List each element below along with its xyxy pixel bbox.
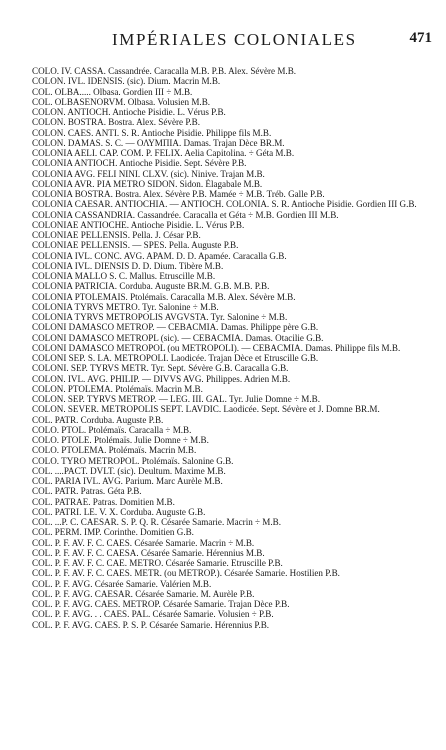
- legend-entry: COL. OLBASENORVM. Olbasa. Volusien M.B.: [32, 96, 211, 107]
- legend-entry: COLONIA BOSTRA. Bostra. Alex. Sévère P.B. Mamée ÷ M.B. Tréb. Galle P.B.: [32, 189, 325, 199]
- legend-entry: COLONIA TYRVS METROPOLIS AVGVSTA. Tyr. Salonine ÷ M.B.: [32, 312, 288, 322]
- legend-entry: COL. PATRI. LE. V. X. Corduba. Auguste G.B.: [32, 506, 206, 517]
- legend-entry: COLONI SEP. S. LA. METROPOLI. Laodicée. Trajan Dèce et Etruscille G.B.: [32, 353, 319, 363]
- legend-entry: COLO. PTOLE. Ptolémaïs. Julie Domne ÷ M.B.: [32, 435, 209, 445]
- legend-entry: COL. P. F. AVG. Césarée Samarie. Valérien M.B.: [32, 578, 212, 589]
- legend-entry: COLONIA IVL. DIENSIS D. D. Dium. Tibère M.B.: [32, 260, 224, 271]
- legend-entry: COLONIA CASSANDRIA. Cassandrée. Caracalla et Géta ÷ M.B. Gordien III M.B.: [32, 209, 339, 220]
- legend-entry: COLON. IVL. IDENSIS. (sic). Dium. Macrin M.B.: [32, 76, 221, 87]
- legend-entry: COL. PATR. Patras. Géta P.B.: [32, 486, 142, 497]
- legend-entry: COLON. CAES. ANTI. S. R. Antioche Pisidie. Philippe fils M.B.: [32, 127, 272, 138]
- legend-entry: COLON. DAMAS. S. C. — ΟΛΥΜΠΙΑ. Damas. Trajan Dèce BR.M.: [32, 137, 285, 148]
- legend-entry: COL. PATR. Corduba. Auguste P.B.: [32, 414, 164, 425]
- legend-entry: COLONIAE PELLENSIS. Pella. J. César P.B.: [32, 230, 201, 240]
- legend-entry: COLONI. SEP. TYRVS METR. Tyr. Sept. Sévère G.B. Caracalla G.B.: [32, 363, 289, 374]
- running-title: IMPÉRIALES COLONIALES: [112, 30, 357, 49]
- legend-entry: COL. PARIA IVL. AVG. Parium. Marc Aurèle M.B.: [32, 476, 223, 486]
- legend-entry: COL. P. F. AVG. . . CAES. PAL. Césarée Samarie. Volusien ÷ P.B.: [32, 609, 274, 620]
- legend-entry: COLONIA AVR. PIA METRO SIDON. Sidon. Élagabale M.B.: [32, 178, 263, 189]
- legend-entry: COLO. TYRO METROPOL. Ptolémaïs. Salonine G.B.: [32, 455, 234, 466]
- legend-entry: COL. P. F. AV. F. C. CAES. METR. (ou METROP.). Césarée Samarie. Hostilien P.B.: [32, 568, 340, 579]
- legend-entry: COLONIA PATRICIA. Corduba. Auguste BR.M. G.B. M.B. P.B.: [32, 281, 270, 292]
- legend-entry: COLONIA IVL. CONC. AVG. APAM. D. D. Apamée. Caracalla G.B.: [32, 250, 287, 261]
- legend-entry: COL. P. F. AVG. CAES. METROP. Césarée Samarie. Trajan Dèce P.B.: [32, 599, 290, 609]
- legend-entry: COLON. IVL. AVG. PHILIP. — DIVVS AVG. Philippes. Adrien M.B.: [32, 373, 291, 384]
- legend-entry: COL. ....PACT. DVLT. (sic). Deultum. Maxime M.B.: [32, 465, 226, 476]
- legend-entry: COLON. SEP. TYRVS METROP. — LEG. III. GAL. Tyr. Julie Domne ÷ M.B.: [32, 394, 320, 404]
- legend-entry: COLON. SEVER. METROPOLIS SEPT. LAVDIC. Laodicée. Sept. Sévère et J. Domne BR.M.: [32, 404, 380, 415]
- legend-entry: COL. P. F. AV. F. C. CAE. METRO. Césarée Samarie. Etruscille P.B.: [32, 558, 283, 568]
- page-header: [62, 30, 432, 52]
- legend-entry: COLONIAE ANTIOCHE. Antioche Pisidie. L. Vérus P.B.: [32, 219, 245, 230]
- legend-entry: COL. PATRAE. Patras. Domitien M.B.: [32, 496, 175, 507]
- legend-entry: COL. ...P. C. CAESAR. S. P. Q. R. Césarée Samarie. Macrin ÷ M.B.: [32, 517, 282, 527]
- legend-entry: COL. P. F. AV. F. C. CAESA. Césarée Samarie. Hérennius M.B.: [32, 547, 265, 558]
- legend-entry: COLONIA AVG. FELI NINI. CLXV. (sic). Ninive. Trajan M.B.: [32, 168, 265, 179]
- legend-entry: COLONIA ANTIOCH. Antioche Pisidie. Sept. Sévère P.B.: [32, 158, 247, 169]
- legend-list: [32, 66, 440, 630]
- legend-entry: COLONI DAMASCO METROPL (sic). — CEBACMIA. Damas. Otacilie G.B.: [32, 332, 324, 343]
- legend-entry: COLONI DAMASCO METROP. — CEBACMIA. Damas. Philippe père G.B.: [32, 322, 319, 333]
- legend-entry: COLONIA MALLO S. C. Mallus. Etruscille M.B.: [32, 271, 216, 281]
- legend-entry: COL. P. F. AVG. CAESAR. Césarée Samarie. M. Aurèle P.B.: [32, 588, 255, 599]
- legend-entry: COLO. PTOL. Ptolémaïs. Caracalla ÷ M.B.: [32, 424, 192, 435]
- legend-entry: COLON. BOSTRA. Bostra. Alex. Sévère P.B.: [32, 117, 200, 128]
- legend-entry: COLON. PTOLEMA. Ptolémaïs. Macrin M.B.: [32, 383, 203, 394]
- legend-entry: COLONI DAMASCO METROPOL (ou METROPOLI). — CEBACMIA. Damas. Philippe fils M.B.: [32, 342, 401, 353]
- legend-entry: COL. OLBA..... Olbasa. Gordien III ÷ M.B.: [32, 86, 193, 97]
- legend-entry: COLO. PTOLEMA. Ptolémaïs. Macrin M.B.: [32, 445, 197, 456]
- legend-entry: COLONIA AELI. CAP. COM. P. FELIX. Aelia Capitolina. ÷ Géta M.B.: [32, 148, 295, 158]
- legend-entry: COLONIA CAESAR. ANTIOCHIA. — ANTIOCH. COLONIA. S. R. Antioche Pisidie. Gordien III G.B.: [32, 199, 417, 210]
- page-number: 471: [409, 30, 432, 46]
- legend-entry: COL. PERM. IMP. Corinthe. Domitien G.B.: [32, 527, 194, 538]
- legend-entry: COL. P. F. AVG. CAES. P. S. P. Césarée Samarie. Hérennius P.B.: [32, 619, 270, 630]
- legend-entry: COLONIA PTOLEMAIS. Ptolémaïs. Caracalla M.B. Alex. Sévère M.B.: [32, 291, 296, 302]
- legend-entry: COLONIA TYRVS METRO. Tyr. Salonine ÷ M.B.: [32, 301, 219, 312]
- legend-entry: COLONIAE PELLENSIS. — SPES. Pella. Auguste P.B.: [32, 240, 239, 251]
- legend-entry: COL. P. F. AV. F. C. CAES. Césarée Samarie. Macrin ÷ M.B.: [32, 537, 255, 548]
- legend-entry: COLON. ANTIOCH. Antioche Pisidie. L. Vérus P.B.: [32, 107, 226, 117]
- legend-entry: COLO. IV. CASSA. Cassandrée. Caracalla M.B. P.B. Alex. Sévère M.B.: [32, 66, 297, 76]
